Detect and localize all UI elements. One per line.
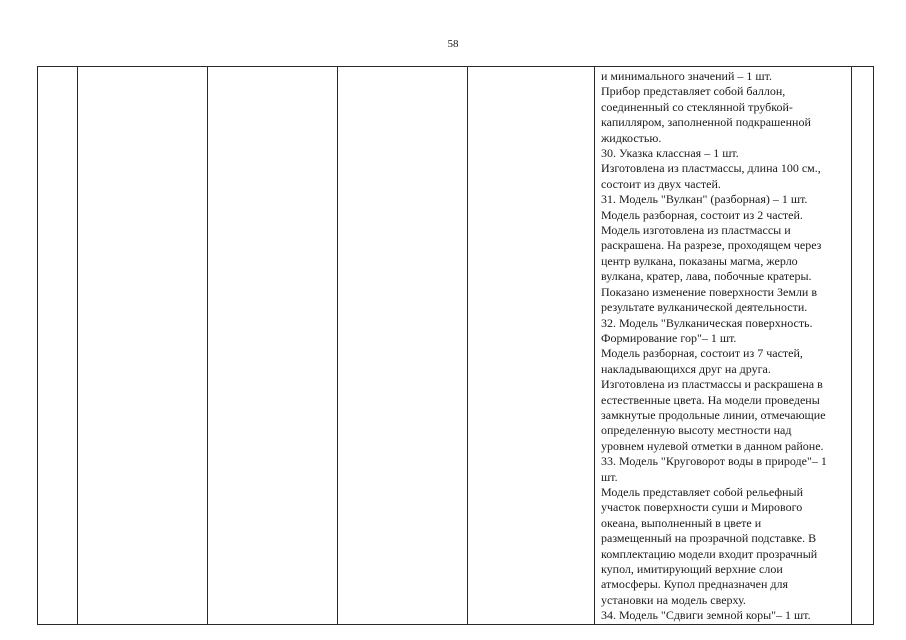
description-line: 34. Модель "Сдвиги земной коры"– 1 шт. (601, 608, 811, 623)
description-line: Изготовлена из пластмассы, длина 100 см., (601, 161, 821, 176)
document-table (37, 66, 874, 625)
description-text (601, 69, 847, 624)
description-line: определенную высоту местности над (601, 423, 792, 438)
description-line: вулкана, кратер, лава, побочные кратеры. (601, 269, 812, 284)
description-line: атмосферы. Купол предназначен для (601, 577, 788, 592)
description-line: Изготовлена из пластмассы и раскрашена в (601, 377, 823, 392)
table-cell-description (595, 67, 852, 625)
table-cell-col-1 (38, 67, 78, 625)
description-line: уровнем нулевой отметки в данном районе. (601, 438, 824, 453)
description-line: жидкостью. (601, 130, 662, 145)
description-line: накладывающихся друг на друга. (601, 361, 771, 376)
table-cell-col-4 (338, 67, 468, 625)
description-line: 30. Указка классная – 1 шт. (601, 146, 739, 161)
description-line: шт. (601, 469, 618, 484)
description-line: замкнутые продольные линии, отмечающие (601, 407, 826, 422)
table-cell-col-3 (208, 67, 338, 625)
page-number: 58 (447, 38, 459, 50)
description-line: и минимального значений – 1 шт. (601, 69, 772, 83)
description-line: участок поверхности суши и Мирового (601, 500, 803, 515)
description-line: раскрашена. На разрезе, проходящем через (601, 238, 822, 253)
description-line: океана, выполненный в цвете и (601, 515, 762, 530)
description-line: Модель изготовлена из пластмассы и (601, 223, 791, 238)
description-line: капилляром, заполненной подкрашенной (601, 115, 811, 130)
table-cell-col-5 (468, 67, 595, 625)
description-line: 32. Модель "Вулканическая поверхность. (601, 315, 813, 330)
description-line: комплектацию модели входит прозрачный (601, 546, 818, 561)
table-cell-col-7 (852, 67, 874, 625)
description-line: результате вулканической деятельности. (601, 300, 808, 315)
description-line: Формирование гор"– 1 шт. (601, 330, 737, 345)
description-line: соединенный со стеклянной трубкой- (601, 99, 793, 114)
table-cell-col-2 (78, 67, 208, 625)
description-line: Прибор представляет собой баллон, (601, 84, 786, 99)
description-line: установки на модель сверху. (601, 592, 746, 607)
description-line: естественные цвета. На модели проведены (601, 392, 820, 407)
description-line: Показано изменение поверхности Земли в (601, 284, 818, 299)
description-line: 31. Модель "Вулкан" (разборная) – 1 шт. (601, 192, 808, 207)
description-line: 33. Модель "Круговорот воды в природе"– 1 (601, 454, 827, 469)
description-line: Модель разборная, состоит из 7 частей, (601, 346, 803, 361)
description-line: купол, имитирующий верхние слои (601, 562, 783, 576)
description-line: размещенный на прозрачной подставке. В (601, 531, 817, 546)
description-line: Модель представляет собой рельефный (601, 484, 804, 499)
table-row (38, 67, 874, 625)
description-line: состоит из двух частей. (601, 176, 721, 191)
description-line: Модель разборная, состоит из 2 частей. (601, 207, 803, 222)
description-line: центр вулкана, показаны магма, жерло (601, 253, 798, 268)
